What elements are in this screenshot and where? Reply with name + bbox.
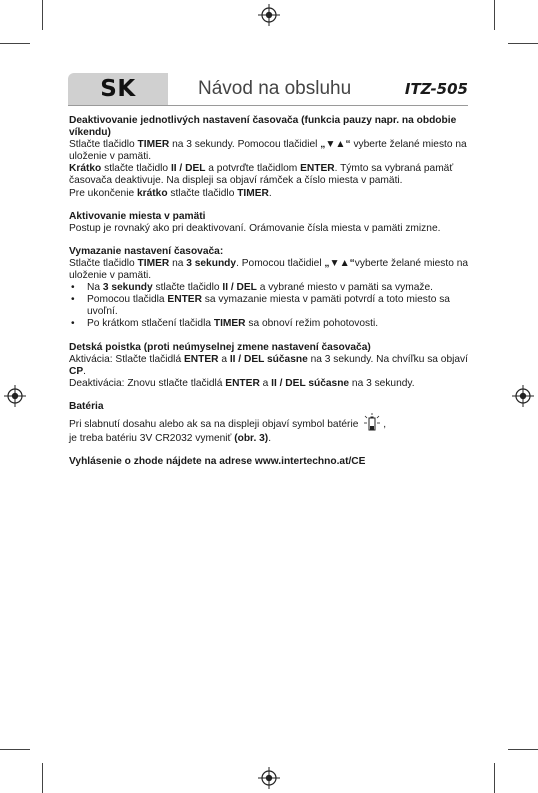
section-conformity (69, 456, 469, 468)
crop-mark-top-right-h (508, 43, 538, 44)
crop-mark-bottom-left-h (0, 749, 30, 750)
text: . Pomocou tlačidiel (236, 257, 325, 269)
text: stlačte tlačidlo (167, 187, 238, 199)
text: je treba batériu 3V CR2032 vymeniť (69, 432, 235, 444)
text: „▼▲“ (320, 139, 351, 151)
paragraph (69, 139, 469, 163)
text: II / DEL súčasne (271, 377, 350, 389)
section-battery (69, 401, 469, 445)
paragraph (69, 354, 469, 378)
paragraph (69, 188, 469, 200)
text: Krátko (69, 163, 102, 175)
text: CP (69, 365, 84, 377)
text: TIMER (237, 187, 269, 199)
text: TIMER (213, 318, 246, 330)
crop-mark-top-right-v (494, 0, 495, 30)
crop-mark-top-left-h (0, 43, 30, 44)
list-item (69, 282, 469, 294)
text: stlačte tlačidlo (152, 282, 223, 294)
text: ENTER (300, 163, 335, 175)
text: Po krátkom stlačení tlačidla (87, 318, 214, 330)
crop-mark-bottom-left-v (42, 763, 43, 793)
text: Pre ukončenie (69, 187, 137, 199)
text: . (268, 187, 272, 199)
registration-mark-icon (258, 4, 280, 26)
conformity-statement: Vyhlásenie o zhode nájdete na adrese www.intertechno.at/CE (69, 456, 366, 468)
page-title: Návod na obsluhu (198, 78, 352, 99)
text: ENTER (167, 294, 202, 306)
text: a (218, 353, 230, 365)
text: 3 sekundy (102, 282, 153, 294)
section-title: Batéria (69, 400, 104, 412)
text: „▼▲“ (324, 257, 355, 269)
text: Na (87, 282, 103, 294)
text: TIMER (137, 257, 170, 269)
model-number: ITZ-505 (404, 80, 468, 98)
paragraph: časovača deaktivuje. Na displeji sa objaví rámček a číslo miesta v pamäti. (69, 175, 403, 187)
text: sa obnoví režim pohotovosti. (245, 318, 379, 330)
text: vyberte želané miesto na uloženie v pamäti. (69, 257, 469, 282)
language-badge: SK (68, 73, 168, 105)
text: na (169, 257, 187, 269)
paragraph (69, 413, 469, 433)
section-title: Deaktivovanie jednotlivých nastavení časovača (funkcia pauzy napr. na obdobie víkendu) (69, 115, 457, 139)
paragraph: Postup je rovnaký ako pri deaktivovaní. Orámovanie čísla miesta v pamäti zmizne. (69, 222, 441, 234)
bullet-list (69, 282, 469, 330)
text: sa vymazanie miesta v pamäti potvrdí a toto miesto sa uvoľní. (87, 294, 450, 318)
crop-mark-bottom-right-v (494, 763, 495, 793)
text: ENTER (225, 377, 260, 389)
paragraph (69, 258, 469, 282)
section-title: Detská poistka (proti neúmyselnej zmene nastavení časovača) (69, 341, 371, 353)
text: a vybrané miesto v pamäti sa vymaže. (256, 282, 433, 294)
section-delete (69, 246, 469, 331)
manual-content (69, 115, 469, 479)
text: a (259, 377, 272, 389)
paragraph (69, 378, 469, 390)
registration-mark-icon (258, 767, 280, 789)
text: . (268, 432, 272, 444)
registration-mark-icon (512, 385, 534, 407)
text: vyberte želané miesto na uloženie v pamäti. (69, 139, 467, 163)
paragraph (69, 433, 469, 445)
section-title: Vymazanie nastavení časovača: (69, 245, 224, 257)
text: na 3 sekundy. Na chvíľku sa objaví (307, 353, 468, 365)
text: Deaktivácia: Znovu stlačte tlačidlá (69, 377, 226, 389)
section-activate (69, 211, 469, 235)
registration-mark-icon (4, 385, 26, 407)
section-deactivate (69, 115, 469, 200)
text: 3 sekundy (186, 257, 237, 269)
text: na 3 sekundy. Pomocou tlačidiel (169, 139, 321, 151)
text: (obr. 3) (234, 432, 269, 444)
list-item (69, 294, 469, 318)
text: . Týmto sa vybraná pamäť (334, 163, 454, 175)
text: II / DEL súčasne (229, 353, 308, 365)
text: . (83, 365, 86, 377)
text: krátko (136, 187, 168, 199)
text: na 3 sekundy. (349, 377, 415, 389)
text: Aktivácia: Stlačte tlačidlá (69, 353, 184, 365)
text: TIMER (137, 139, 170, 151)
text: II / DEL (222, 282, 257, 294)
text: Pri slabnutí dosahu alebo ak sa na displeji objaví symbol batérie (69, 418, 362, 430)
text: Stlačte tlačidlo (69, 257, 138, 269)
text: II / DEL (170, 163, 206, 175)
section-child-lock (69, 342, 469, 390)
text: Stlačte tlačidlo (69, 139, 138, 151)
paragraph (69, 163, 469, 175)
text: stlačte tlačidlo (101, 163, 171, 175)
text: a potvrďte tlačidlom (205, 163, 301, 175)
text: Pomocou tlačidla (87, 294, 168, 306)
crop-mark-top-left-v (42, 0, 43, 30)
page-header (68, 73, 468, 106)
battery-low-icon (363, 413, 381, 433)
text: ENTER (183, 353, 219, 365)
list-item (69, 318, 469, 330)
section-title: Aktivovanie miesta v pamäti (69, 210, 206, 222)
text: , (383, 418, 387, 430)
crop-mark-bottom-right-h (508, 749, 538, 750)
